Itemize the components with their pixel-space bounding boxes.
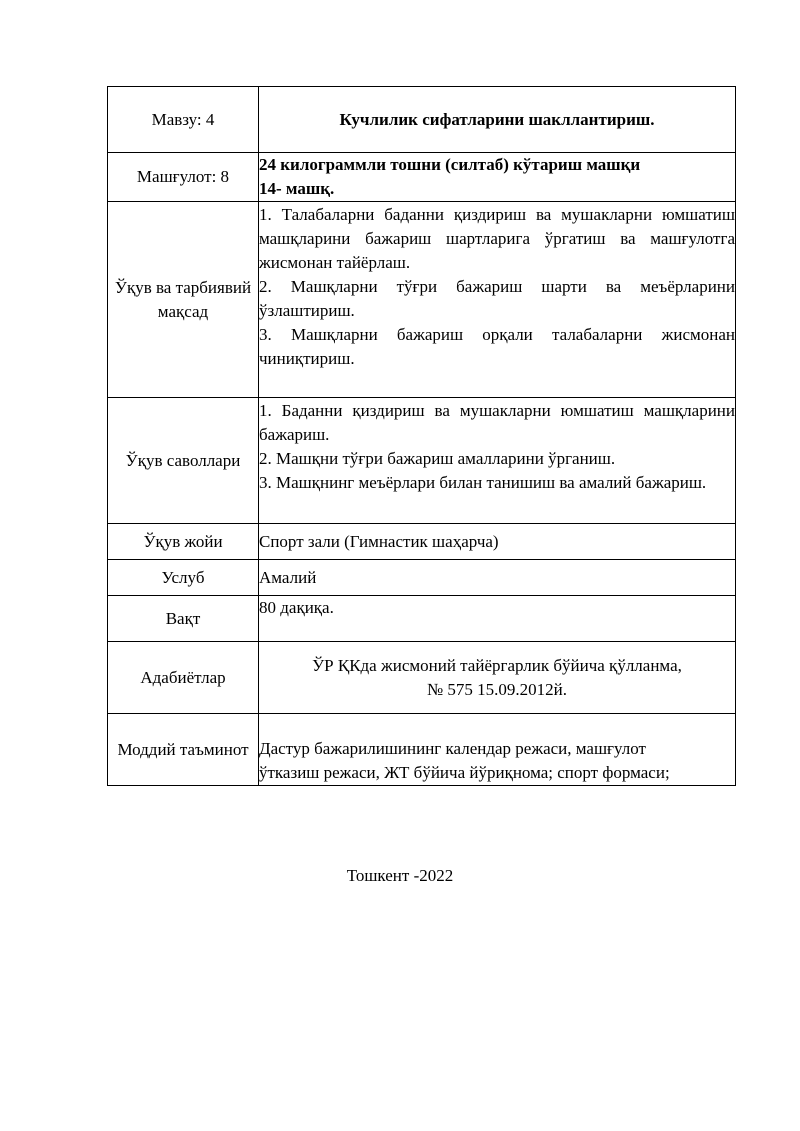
city-year: Тошкент -2022 (346, 866, 454, 885)
material-label: Моддий таъминот (108, 714, 259, 786)
material-line2: ўтказиш режаси, ЖТ бўйича йўриқнома; спорт формаси; (259, 762, 670, 782)
literature-label: Адабиётлар (108, 642, 259, 714)
row-literature (108, 642, 736, 714)
row-questions (108, 398, 736, 524)
material-value (259, 714, 736, 786)
row-material (108, 714, 736, 786)
place-label: Ўқув жойи (108, 524, 259, 560)
row-topic (108, 87, 736, 153)
literature-line1: ЎР ҚКда жисмоний тайёргарлик бўйича қўлланма, (312, 655, 682, 675)
place-value: Спорт зали (Гимнастик шаҳарча) (259, 524, 736, 560)
session-value (259, 153, 736, 202)
method-value: Амалий (259, 560, 736, 596)
topic-value: Кучлилик сифатларини шакллантириш. (259, 87, 736, 153)
material-line1: Дастур бажарилишининг календар режаси, машғулот (259, 738, 646, 758)
time-label: Вақт (108, 596, 259, 642)
time-value: 80 дақиқа. (259, 596, 736, 642)
question-item: 1. Баданни қиздириш ва мушакларни юмшатиш машқларини бажариш. (259, 401, 735, 444)
literature-value (259, 642, 736, 714)
goal-item: 1. Талабаларни баданни қиздириш ва мушакларни юмшатиш машқларини бажариш шартларига ўргатиш ва машғулотга жисмонан тайёрлаш. (259, 205, 735, 272)
goal-item: 3. Машқларни бажариш орқали талабаларни жисмонан чиниқтириш. (259, 325, 735, 368)
row-place (108, 524, 736, 560)
lesson-plan-table (107, 86, 736, 786)
topic-label: Мавзу: 4 (108, 87, 259, 153)
questions-label: Ўқув саволлари (108, 398, 259, 524)
goals-value (259, 202, 736, 398)
goals-label: Ўқув ва тарбиявий мақсад (108, 202, 259, 398)
goal-item: 2. Машқларни тўғри бажариш шарти ва меъёрларини ўзлаштириш. (259, 277, 735, 320)
row-session (108, 153, 736, 202)
question-item: 3. Машқнинг меъёрлари билан танишиш ва амалий бажариш. (259, 473, 707, 492)
session-line2: 14- машқ. (259, 179, 335, 198)
row-goals (108, 202, 736, 398)
literature-line2: № 575 15.09.2012й. (426, 679, 568, 699)
questions-value (259, 398, 736, 524)
row-time (108, 596, 736, 642)
session-line1: 24 килограммли тошни (силтаб) кўтариш машқи (259, 155, 641, 174)
row-method (108, 560, 736, 596)
session-label: Машғулот: 8 (108, 153, 259, 202)
method-label: Услуб (108, 560, 259, 596)
question-item: 2. Машқни тўғри бажариш амалларини ўрганиш. (259, 449, 616, 468)
